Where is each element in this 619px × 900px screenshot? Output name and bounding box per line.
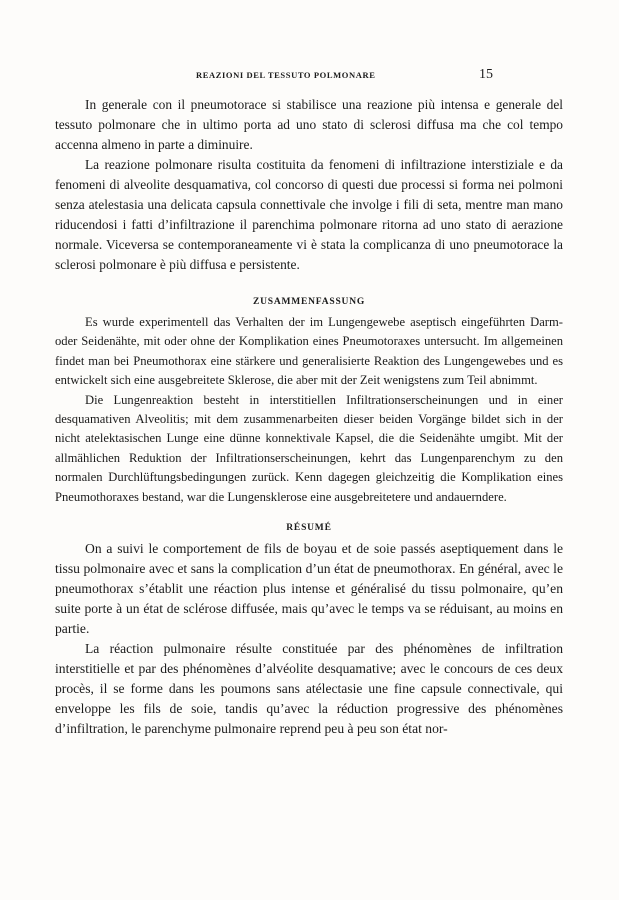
zusammenfassung-heading: ZUSAMMENFASSUNG [252,297,366,307]
page-number: 15 [479,67,493,82]
running-title: REAZIONI DEL TESSUTO POLMONARE [196,70,376,80]
italian-paragraph: In generale con il pneumotorace si stabilisce una reazione più intensa e generale del tessuto polmonare che in ultimo porta ad uno stato di sclerosi diffusa ma che col tempo accenna almeno in parte a diminuire. [55,97,563,152]
italian-section [55,95,563,275]
body-text [55,95,563,739]
italian-paragraph: La reazione polmonare risulta costituita da fenomeni di infiltrazione interstiziale e da fenomeni di alveolite desquamativa, col concorso di questi due processi si forma nei polmoni senza atelestasia una delicata capsula connettivale che involge i fili di seta, mentre man mano riducendosi i fatti d’infiltrazione il parenchima polmonare ritorna ad uno stato di aerazione normale. Viceversa se contemporaneamente vi è stata la complicanza di uno pneumotorace la sclerosi polmonare è più diffusa e persistente. [55,157,563,272]
german-paragraph: Es wurde experimentell das Verhalten der im Lungengewebe aseptisch eingeführten Darm-oder Seidenähte, mit oder ohne der Komplikation eines Pneumotoraxes untersucht. Im allgemeinen findet man bei Pneumothorax eine stärkere und generalisierte Reaktion des Lungengewebes und es entwickelt sich eine ausgebreitete Sklerose, die aber mit der Zeit wenigstens zum Teil abnimmt. [55,315,563,388]
french-paragraph: On a suivi le comportement de fils de boyau et de soie passés aseptiquement dans le tissu polmonaire avec et sans la complication d’un état de pneumothorax. En général, avec le pneumothorax s’établit une réaction plus intense et généralisé du tissu polmonaire, qu’en suite porte à un état de sclérose diffusée, mais qu’avec le temps va se réduisant, au moins en partie. [55,541,563,637]
french-paragraph: La réaction pulmonaire résulte constituée par des phénomènes de infiltration interstitielle et par des phénomènes d’alvéolite desquamative; avec le concours de ces deux procès, il se forme dans les poumons sans atélectasie une fine capsule connectivale, qui enveloppe les fils de soie, tandis qu’avec la réduction progressive des phénomènes d’infiltration, le parenchyme pulmonaire reprend peu à peu son état nor- [55,641,563,737]
german-summary-section [55,297,563,507]
resume-heading: RÉSUMÉ [286,523,332,534]
german-paragraph: Die Lungenreaktion besteht in interstitiellen Infiltrationserscheinungen und in einer desquamativen Alveolitis; mit dem zusammenarbeiten dieser beiden Vorgänge bildet sich in der nicht atelektasischen Lunge eine dünne konnektivale Kapsel, die die Seidenähte umgibt. Mit der allmählichen Reduktion der Infiltrationserscheinungen, kehrt das Lungenparenchym zu den normalen Durchlüftungsbedingungen zurück. Kenn dagegen gleichzeitig die Komplikation eines Pneumothoraxes bestand, war die Lungensklerose eine ausgebreitetere und andauerndere. [55,392,563,504]
french-summary-section [55,523,563,739]
running-head [0,67,619,86]
